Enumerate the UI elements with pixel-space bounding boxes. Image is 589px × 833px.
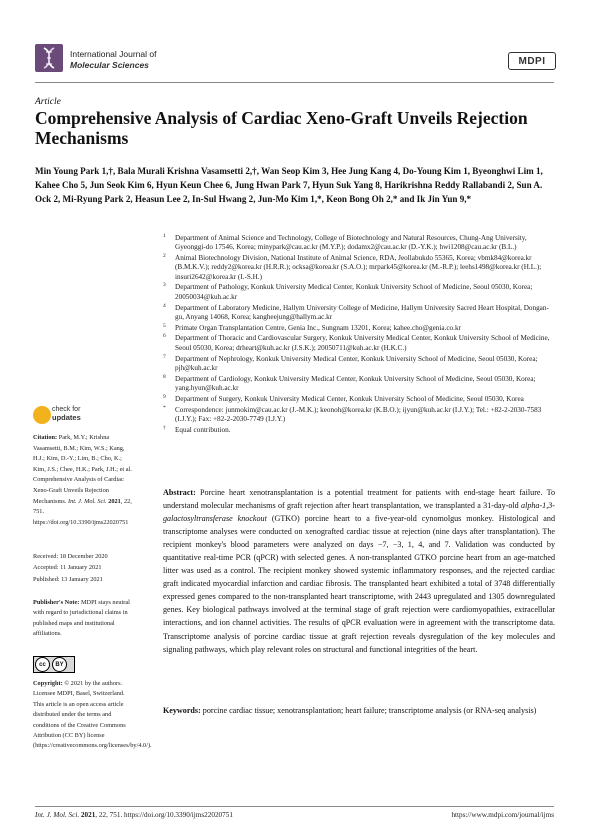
publisher-note bbox=[33, 598, 137, 640]
affiliation-text: Correspondence: junmokim@cau.ac.kr (J.-M.K.); keonoh@korea.kr (K.B.O.); ijyun@kuh.ac.kr (I.J.Y.); Tel.: +82-2-2030-7583 (I.J.Y.); Fax: +82-2-2030-7749 (I.J.Y.) bbox=[175, 405, 542, 423]
affiliation-text: Department of Pathology, Konkuk University Medical Center, Konkuk University School of Medicine, Seoul 05030, Korea; 20050034@kuh.ac.kr bbox=[175, 283, 533, 301]
publisher-note-label: Publisher's Note: bbox=[33, 599, 80, 606]
author-list: Min Young Park 1,†, Bala Murali Krishna Vasamsetti 2,†, Wan Seop Kim 3, Hee Jung Kang 4, Do-Young Kim 1, Byeonghwi Lim 1, Kahee Cho 5, Jun Seok Kim 6, Hyun Keun Chee 6, Jung Hwan Park 7, Hyun Suk Yang 8, Harikrishna Reddy Rallabandi 2, Sun A. Ock 2, Mi-Ryung Park 2, Heasun Lee 2, In-Sul Hwang 2, Jun-Mo Kim 1,*, Keon Bong Oh 2,* and Ik Jin Yun 9,* bbox=[35, 166, 543, 205]
article-title: Comprehensive Analysis of Cardiac Xeno-Graft Unveils Rejection Mechanisms bbox=[35, 108, 528, 148]
affiliation-text: Equal contribution. bbox=[175, 425, 231, 434]
affiliation-item bbox=[163, 234, 555, 253]
cc-by-license-badge[interactable] bbox=[33, 656, 75, 673]
affiliation-text: Department of Thoracic and Cardiovascular Surgery, Konkuk University Medical Center, Konkuk University School of Medicine, Seoul 05030, Korea; drheart@kuh.ac.kr (J.S.K.); 20050711@kuh.ac.kr (H.K.C.) bbox=[175, 334, 550, 352]
affiliation-item bbox=[163, 324, 555, 333]
copyright-text: © 2021 by the authors. Licensee MDPI, Basel, Switzerland. This article is an open access article distributed under the terms and conditions of the Creative Commons Attribution (CC BY) license (https://creativecommons.org/licenses/by/4.0/). bbox=[33, 680, 152, 750]
header-divider bbox=[35, 82, 554, 83]
check-updates-line-1: check for bbox=[52, 406, 81, 413]
copyright-block bbox=[33, 679, 152, 752]
affiliation-text: Department of Cardiology, Konkuk University Medical Center, Konkuk University School of Medicine, Seoul 05030, Korea; yang.hyun@kuh.ac.kr bbox=[175, 374, 536, 392]
affiliation-number: 7 bbox=[163, 353, 166, 360]
received-date: Received: 18 December 2020 bbox=[33, 553, 108, 560]
affiliation-item bbox=[163, 304, 555, 323]
journal-line-2: Molecular Sciences bbox=[70, 60, 149, 70]
accepted-date: Accepted: 11 January 2021 bbox=[33, 564, 102, 572]
affiliation-text: Department of Laboratory Medicine, Hallym University College of Medicine, Hallym University Sacred Heart Hospital, Dongan-gu, Anyang 14068, Korea; kangheejung@hallym.ac.kr bbox=[175, 303, 549, 321]
footer-divider bbox=[35, 806, 554, 807]
abstract-label: Abstract: bbox=[163, 488, 196, 497]
dna-icon bbox=[35, 44, 63, 72]
footer-year: 2021 bbox=[80, 811, 96, 819]
check-for-updates-button[interactable] bbox=[52, 406, 81, 422]
affiliation-item bbox=[163, 283, 555, 302]
citation-block bbox=[33, 433, 133, 528]
affiliation-number: 1 bbox=[163, 233, 166, 239]
affiliation-number: 4 bbox=[163, 302, 166, 309]
abstract-text-2: (GTKO) porcine heart to a five-year-old cynomolgus monkey. Histological and transcriptome analyses were conducted on xenografted cardiac tissue at rejection (nine days after transplantation). The recipient monkey's blood parameters were analyzed on days −7, −3, 1, 4, and 7. Validation was conducted by quantitative real-time PCR (qPCR) with selected genes. A non-transplanted GTKO porcine heart from an age-matched litter was used as a control. The recipient monkey showed systemic inflammatory responses, and the rejected cardiac graft indicated myocardial infarction and cardiac fibrosis. The transplanted heart exhibited a total of 3748 differentially expressed genes compared to the non-transplanted heart transcriptome, with 2443 upregulated and 1305 downregulated genes. Key biological pathways involved at the terminal stage of graft rejection were cardiomyopathies, extracellular interactions, and ion channel activities. The results of qPCR evaluation were in agreement with the transcriptome data. Transcriptome analysis of porcine cardiac tissue at graft rejection reveals dysregulation of the key molecules and signaling pathways, which play relevant roles on structural and functional integrities of the heart. bbox=[163, 514, 555, 654]
footer-doi[interactable]: , 22, 751. https://doi.org/10.3390/ijms22020751 bbox=[95, 811, 233, 819]
journal-logo-icon bbox=[35, 44, 63, 72]
creative-commons-icon: cc bbox=[35, 657, 50, 672]
affiliation-number: 8 bbox=[163, 373, 166, 380]
publisher-logo: MDPI bbox=[508, 52, 556, 70]
affiliation-number: † bbox=[163, 424, 166, 431]
affiliation-number: 6 bbox=[163, 333, 166, 340]
check-for-updates-icon[interactable] bbox=[33, 406, 51, 424]
journal-name bbox=[70, 49, 156, 71]
affiliation-number: 5 bbox=[163, 322, 166, 329]
citation-rest[interactable]: , 22, 751. https://doi.org/10.3390/ijms22020751 bbox=[33, 497, 132, 526]
published-date: Published: 13 January 2021 bbox=[33, 575, 103, 583]
affiliation-number: 2 bbox=[163, 253, 166, 260]
affiliation-number: * bbox=[163, 404, 166, 411]
affiliation-item bbox=[163, 334, 555, 353]
citation-journal: Int. J. Mol. Sci. bbox=[67, 497, 107, 505]
affiliation-text: Department of Nephrology, Konkuk University Medical Center, Konkuk University School of Medicine, Seoul 05030, Korea; pjh@kuh.ac.kr bbox=[175, 354, 538, 372]
attribution-icon: BY bbox=[52, 657, 67, 672]
affiliation-text: Department of Animal Science and Technology, College of Biotechnology and Natural Resources, Chung-Ang University, Gyeonggi-do 17546, Korea; minypark@cau.ac.kr (M.Y.P.); dodamx2@cau.ac.kr (D.-Y.K.); hwi1208@cau.ac.kr (B.L.) bbox=[175, 234, 527, 252]
footer-citation bbox=[35, 811, 233, 819]
affiliation-item bbox=[163, 375, 555, 394]
affiliations bbox=[163, 234, 555, 436]
affiliation-item bbox=[163, 395, 555, 404]
citation-text: Park, M.Y.; Krishna Vasamsetti, B.M.; Kim, W.S.; Kang, H.J.; Kim, D.-Y.; Lim, B.; Cho, K.; Kim, J.S.; Chee, H.K.; Park, J.H.; et al. Comprehensive Analysis of Cardiac Xeno-Graft Unveils Rejection Mechanisms. bbox=[33, 434, 132, 505]
affiliation-item bbox=[163, 426, 555, 435]
footer-journal-url[interactable]: https://www.mdpi.com/journal/ijms bbox=[451, 811, 554, 819]
keywords-label: Keywords: bbox=[163, 706, 201, 715]
affiliation-item bbox=[163, 406, 555, 425]
affiliation-text: Department of Surgery, Konkuk University Medical Center, Konkuk University School of Medicine, Seoul 05030, Korea bbox=[175, 394, 524, 403]
keywords bbox=[163, 704, 555, 717]
citation-year: 2021 bbox=[108, 497, 121, 505]
keywords-text: porcine cardiac tissue; xenotransplantation; heart failure; transcriptome analysis (or RNA-seq analysis) bbox=[202, 706, 537, 715]
publication-dates bbox=[33, 551, 133, 585]
publisher-note-text: MDPI stays neutral with regard to jurisdictional claims in published maps and institutional affiliations. bbox=[33, 599, 130, 638]
citation-label: Citation: bbox=[33, 434, 58, 441]
copyright-label: Copyright: bbox=[33, 680, 63, 687]
affiliation-item bbox=[163, 254, 555, 282]
affiliation-item bbox=[163, 355, 555, 374]
affiliation-number: 3 bbox=[163, 282, 166, 289]
check-updates-line-2: updates bbox=[52, 412, 81, 422]
journal-line-1: International Journal of bbox=[70, 49, 157, 59]
abstract-text-italic: alpha-1,3-galactosyltransferase knockout bbox=[163, 501, 555, 524]
article-type: Article bbox=[35, 97, 61, 107]
abstract-text-1: Porcine heart xenotransplantation is a potential treatment for patients with end-stage heart failure. To understand molecular mechanisms of graft rejection after heart transplantation, we transplanted a 31-day-old bbox=[163, 488, 555, 511]
footer-journal: Int. J. Mol. Sci. bbox=[35, 811, 80, 819]
affiliation-text: Primate Organ Transplantation Centre, Genia Inc., Sungnam 13201, Korea; kahee.cho@genia.co.kr bbox=[175, 323, 461, 332]
affiliation-number: 9 bbox=[163, 393, 166, 400]
affiliation-text: Animal Biotechnology Division, National Institute of Animal Science, RDA, Jeollabukdo 55365, Korea; vbmk84@korea.kr (B.M.K.V.); reddy2@korea.kr (H.R.R.); ocksa@korea.kr (S.A.O.); mrpark45@korea.kr (M.-R.P.); leehs1498@korea.kr (H.L.); insuri2642@korea.kr (I.-S.H.) bbox=[175, 254, 542, 281]
abstract bbox=[163, 486, 555, 656]
